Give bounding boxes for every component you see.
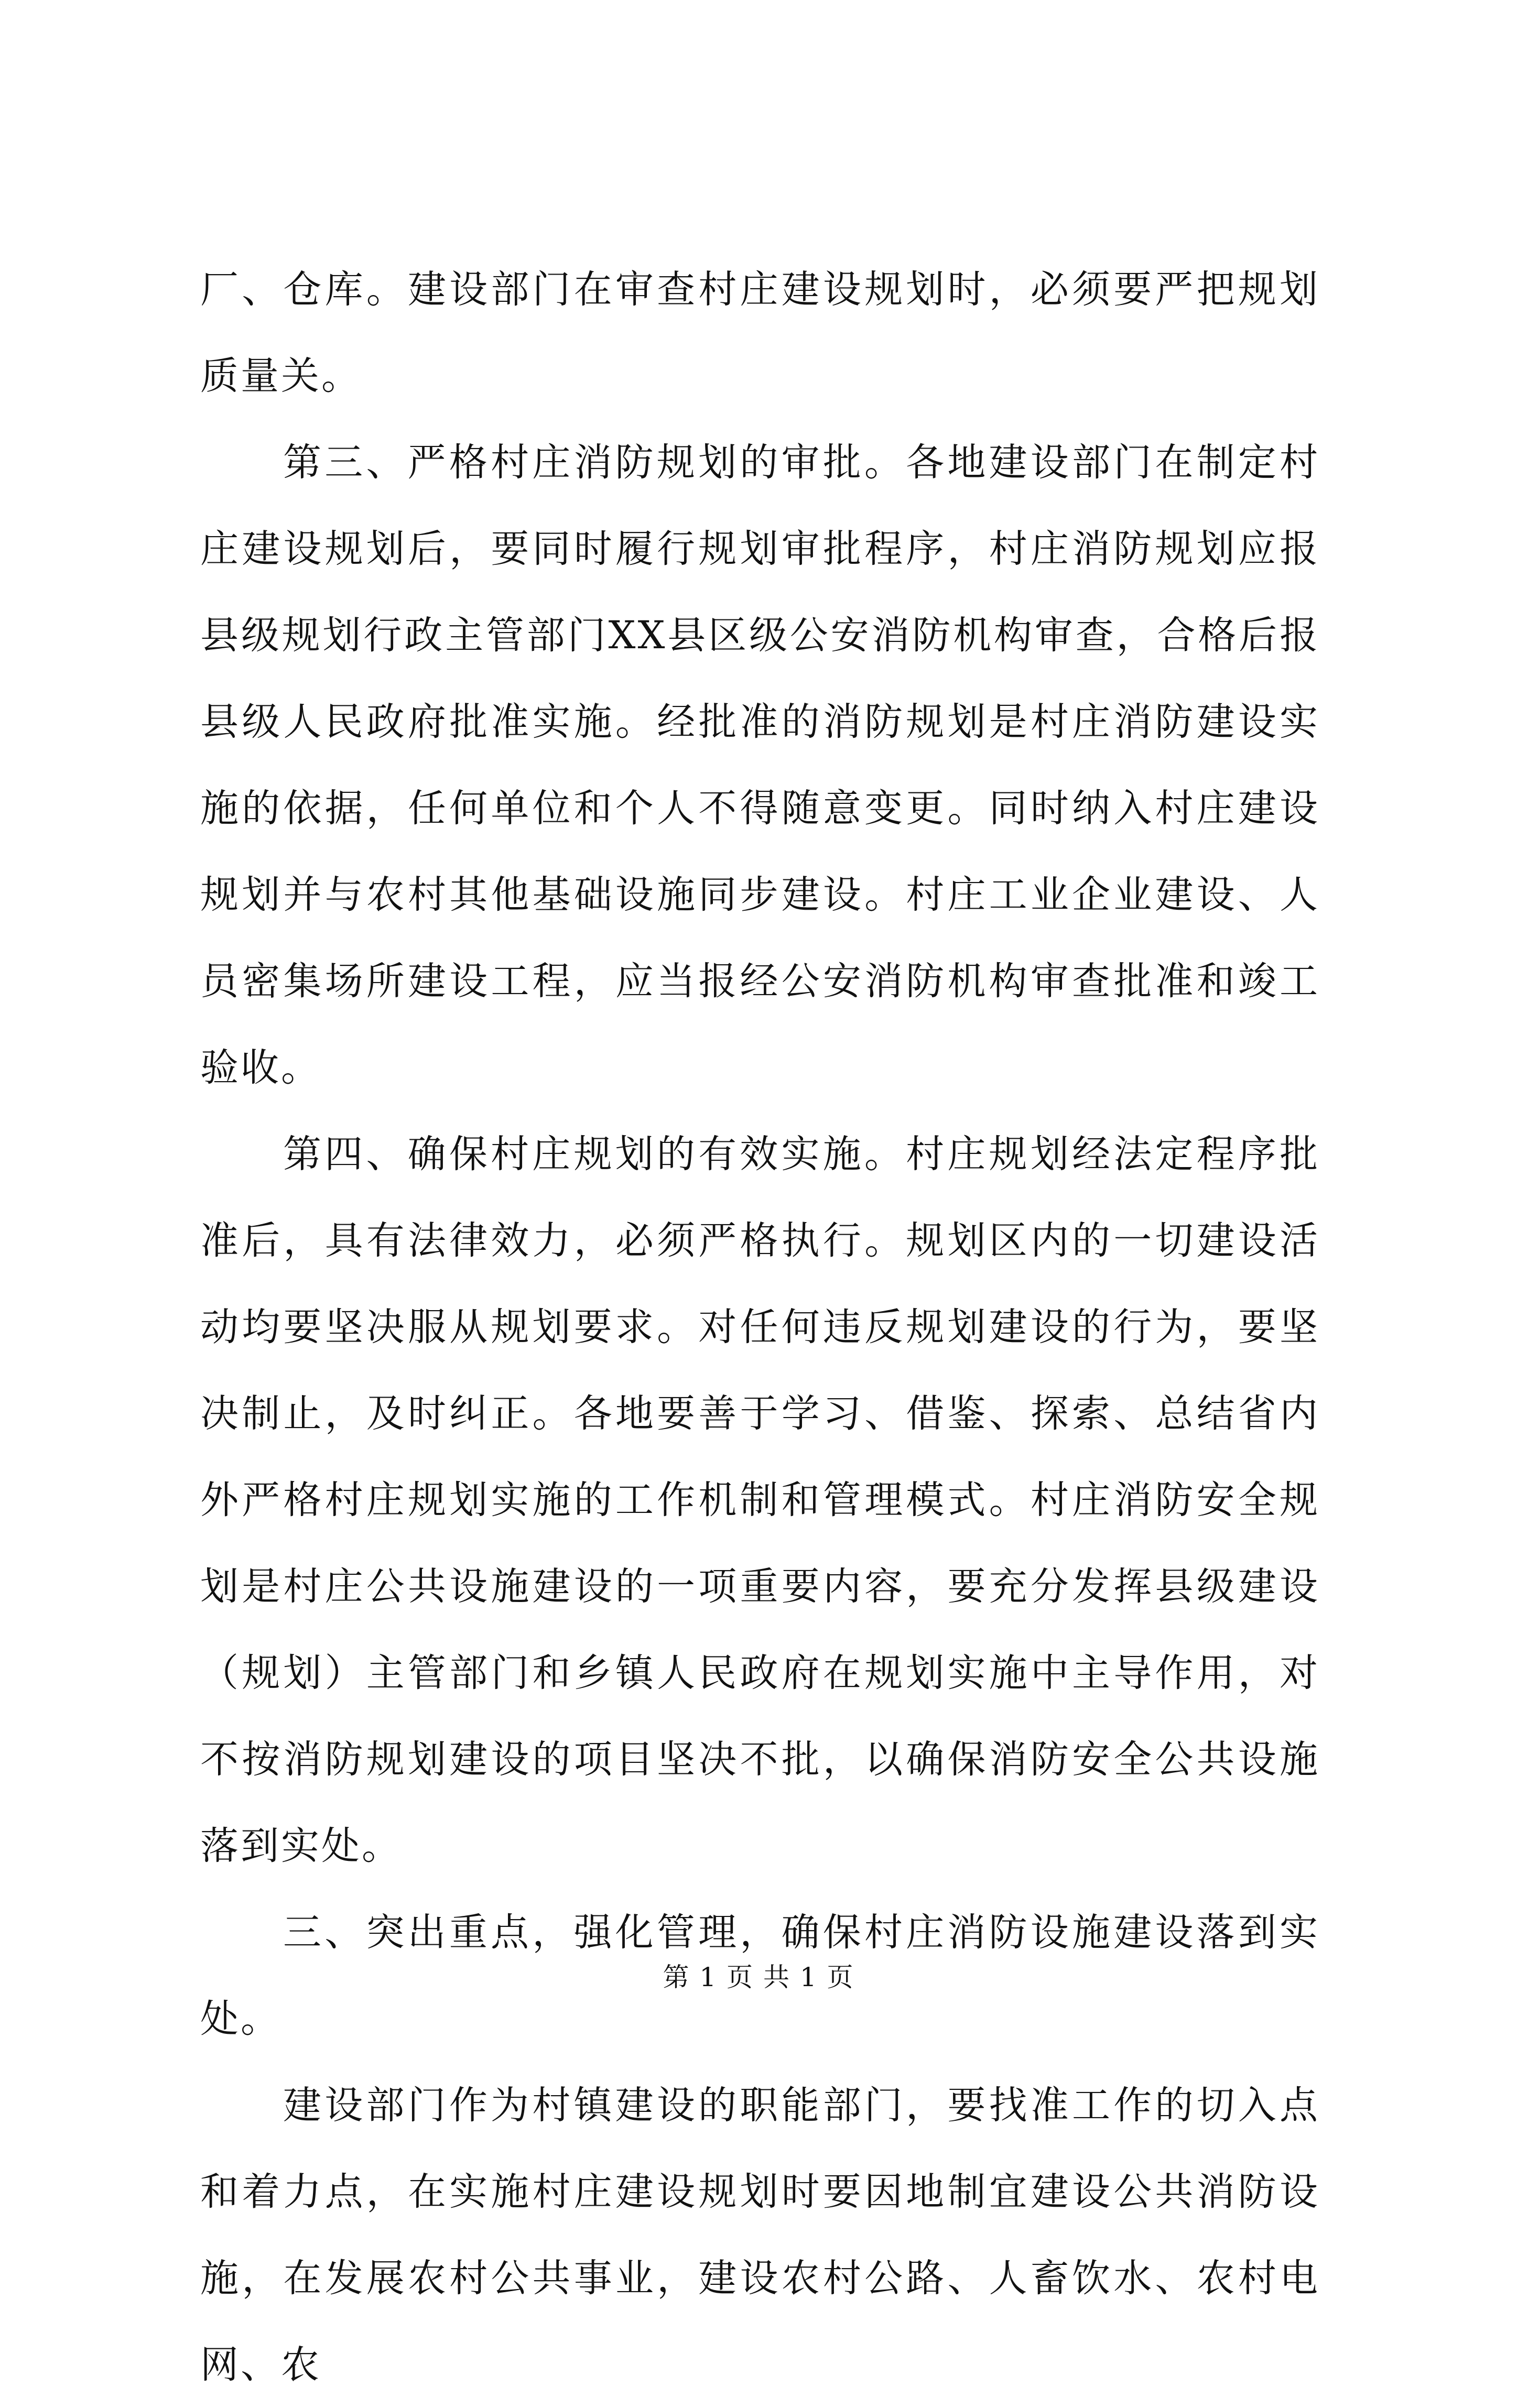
- paragraph-continuation: 厂、仓库。建设部门在审查村庄建设规划时，必须要严把规划质量关。: [200, 267, 1320, 398]
- document-body: [200, 246, 1320, 2408]
- paragraph-construction-department: 建设部门作为村镇建设的职能部门，要找准工作的切入点和着力点，在实施村庄建设规划时要因地制宜建设公共消防设施，在发展农村公共事业，建设农村公路、人畜饮水、农村电网、农: [200, 2083, 1320, 2387]
- page-footer: 第 1 页 共 1 页: [663, 1962, 854, 1992]
- paragraph-section-four-implementation: 第四、确保村庄规划的有效实施。村庄规划经法定程序批准后，具有法律效力，必须严格执行。规划区内的一切建设活动均要坚决服从规划要求。对任何违反规划建设的行为，要坚决制止，及时纠正。各地要善于学习、借鉴、探索、总结省内外严格村庄规划实施的工作机制和管理模式。村庄消防安全规划是村庄公共设施建设的一项重要内容，要充分发挥县级建设（规划）主管部门和乡镇人民政府在规划实施中主导作用，对不按消防规划建设的项目坚决不批，以确保消防安全公共设施落到实处。: [200, 1132, 1320, 1868]
- paragraph-heading-three: 三、突出重点，强化管理，确保村庄消防设施建设落到实处。: [200, 1910, 1320, 2041]
- paragraph-section-three-approval: 第三、严格村庄消防规划的审批。各地建设部门在制定村庄建设规划后，要同时履行规划审批程序，村庄消防规划应报县级规划行政主管部门XX县区级公安消防机构审查，合格后报县级人民政府批准实施。经批准的消防规划是村庄消防建设实施的依据，任何单位和个人不得随意变更。同时纳入村庄建设规划并与农村其他基础设施同步建设。村庄工业企业建设、人员密集场所建设工程，应当报经公安消防机构审查批准和竣工验收。: [200, 440, 1320, 1090]
